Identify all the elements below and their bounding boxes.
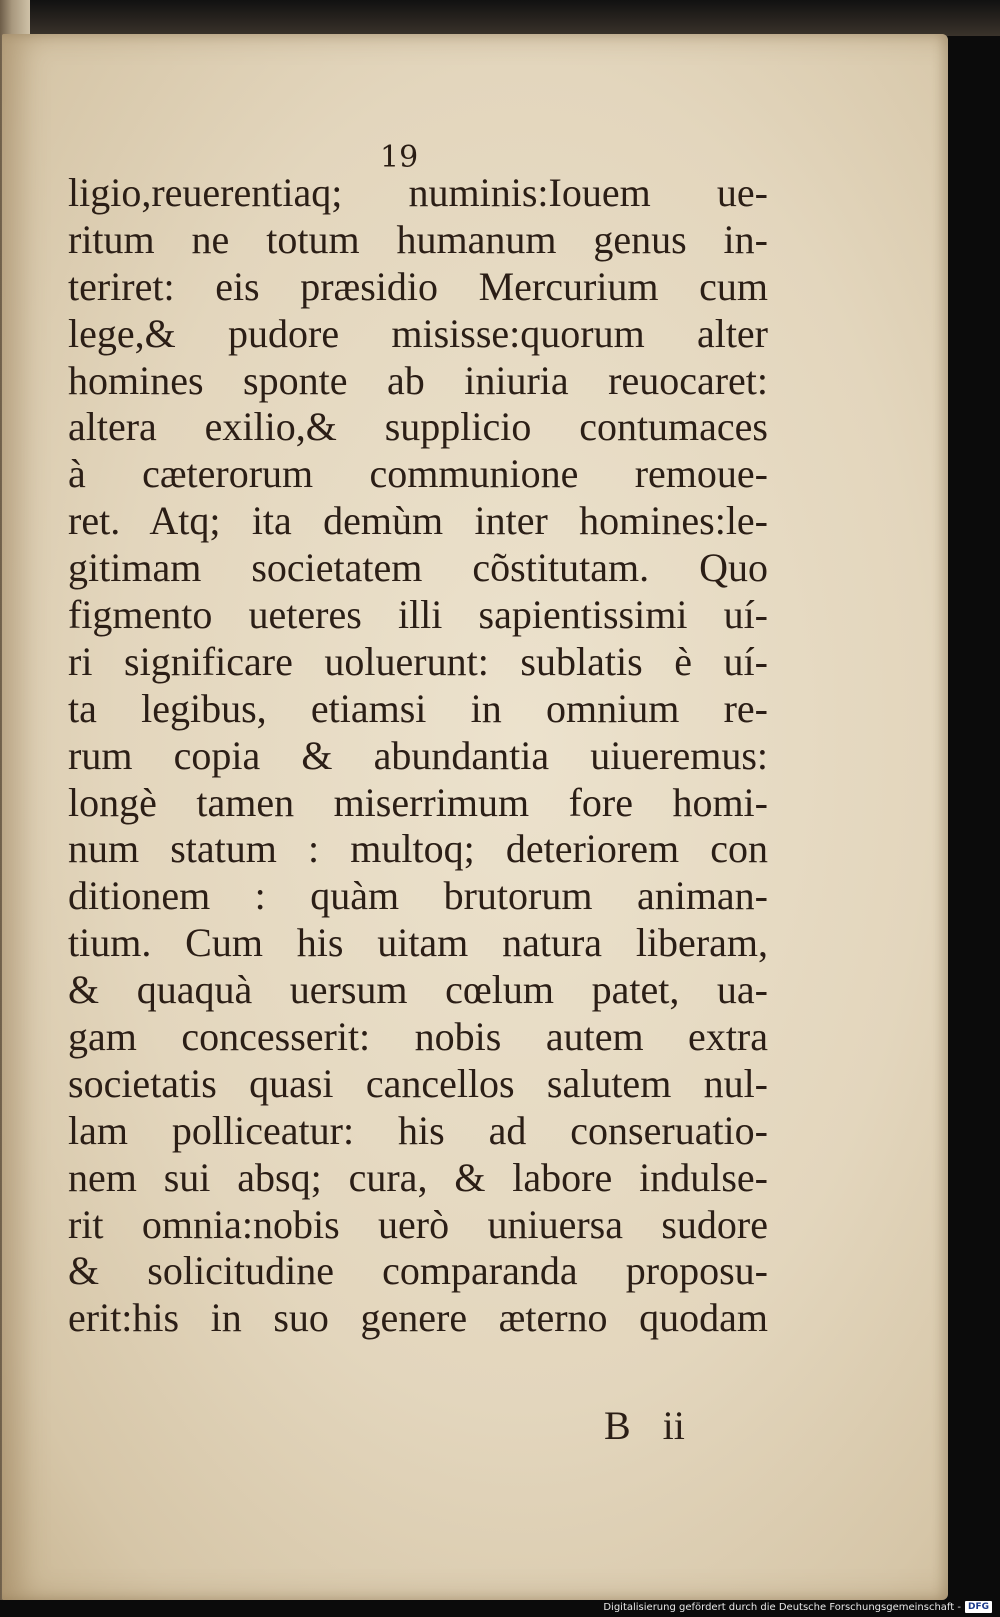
text-line: ta legibus, etiamsi in omnium re- xyxy=(68,685,768,731)
text-line: ritum ne totum humanum genus in- xyxy=(68,216,768,262)
text-line: rit omnia:nobis uerò uniuersa sudore xyxy=(68,1201,768,1247)
text-line: & solicitudine comparanda proposu- xyxy=(68,1248,768,1294)
text-line: ret. Atq; ita demùm inter homines:le- xyxy=(68,498,768,544)
text-line: & quaquà uersum cœlum patet, ua- xyxy=(68,967,768,1013)
credit-text: Digitalisierung gefördert durch die Deutsche Forschungsgemeinschaft - xyxy=(603,1601,961,1613)
text-line: tium. Cum his uitam natura liberam, xyxy=(68,920,768,966)
text-line: rum copia & abundantia uiueremus: xyxy=(68,732,768,778)
text-line: à cæterorum communione remoue- xyxy=(68,451,768,497)
text-line: nem sui absq; cura, & labore indulse- xyxy=(68,1154,768,1200)
text-line: num statum : multoq; deteriorem con xyxy=(68,826,768,872)
text-line: erit:his in suo genere æterno quodam xyxy=(68,1295,768,1341)
text-line: figmento ueteres illi sapientissimi uí- xyxy=(68,592,768,638)
text-line: ri significare uoluerunt: sublatis è uí- xyxy=(68,638,768,684)
text-line: lam polliceatur: his ad conseruatio- xyxy=(68,1107,768,1153)
text-line: altera exilio,& supplicio contumaces xyxy=(68,404,768,450)
page-number: 19 xyxy=(380,140,419,175)
text-line: ditionem : quàm brutorum animan- xyxy=(68,873,768,919)
text-line: teriret: eis præsidio Mercurium cum xyxy=(68,263,768,309)
text-line: societatis quasi cancellos salutem nul- xyxy=(68,1060,768,1106)
digitization-credit xyxy=(603,1599,992,1615)
scan-top-edge xyxy=(0,0,1000,36)
text-line: longè tamen miserrimum fore homi- xyxy=(68,779,768,825)
text-line: gam concesserit: nobis autem extra xyxy=(68,1014,768,1060)
text-line: lege,& pudore misisse:quorum alter xyxy=(68,310,768,356)
text-line: homines sponte ab iniuria reuocaret: xyxy=(68,357,768,403)
text-line: ligio,reuerentiaq; numinis:Iouem ue- xyxy=(68,170,768,215)
text-line: gitimam societatem cõstitutam. Quo xyxy=(68,545,768,591)
dfg-logo: DFG xyxy=(965,1601,992,1613)
page-text xyxy=(68,170,768,1342)
signature-mark: B ii xyxy=(604,1403,685,1448)
